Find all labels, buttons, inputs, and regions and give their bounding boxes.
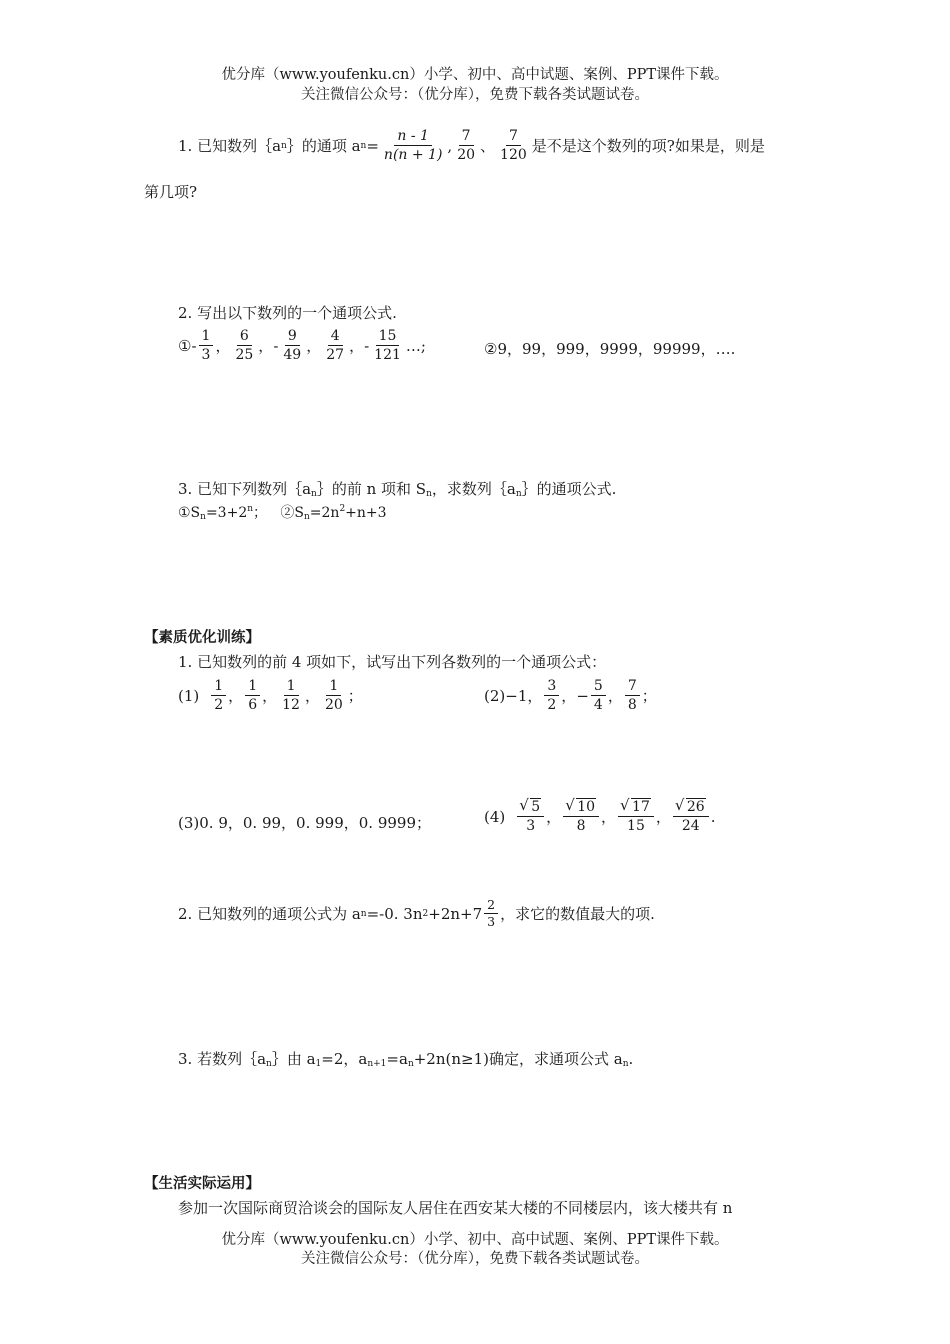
q2-seq1-term-3-den: 27 <box>326 347 345 364</box>
q2-seq1-sign-4: - <box>364 336 370 355</box>
training-q1-part-1 <box>178 678 363 713</box>
q2-seq1-sep-3: ， <box>349 337 365 356</box>
q2-seq1-term-0 <box>199 328 214 363</box>
t1-p1-term-2-num: 1 <box>284 678 299 696</box>
t1-p4-term-1-den: 8 <box>576 818 586 835</box>
q3-p1-sub: n <box>200 512 206 522</box>
t1-p1-term-2-den: 12 <box>282 697 300 714</box>
t1-p2-term-1-num: 5 <box>591 678 606 696</box>
t1-p2-sequence <box>542 678 656 713</box>
t1-p1-term-3 <box>322 678 346 713</box>
q2-seq1-term-4-num: 15 <box>376 328 400 346</box>
t3-sub3: n+1 <box>367 1059 387 1069</box>
t3-sub5: n <box>622 1059 629 1069</box>
q1-sub-2: n <box>360 140 367 151</box>
q1-eq: = <box>366 136 379 155</box>
q1-text: 1. 已知数列｛a <box>178 137 282 156</box>
t3-sub2: 1 <box>315 1059 322 1069</box>
t1-p1-term-1 <box>245 678 260 713</box>
q3-p1-sup: n <box>247 504 254 514</box>
t1-p2-label: (2)−1， <box>484 687 543 706</box>
training-question-1: 1. 已知数列的前 4 项如下，试写出下列各数列的一个通项公式： <box>178 653 607 671</box>
training-question-3 <box>178 1048 633 1069</box>
q3-sub-3: n <box>515 489 522 499</box>
q3-sub-1: n <box>311 489 317 499</box>
t3-sub4: n <box>407 1059 414 1069</box>
q2-seq1-term-0-den: 3 <box>201 347 211 364</box>
t2-frac-num: 2 <box>484 898 498 914</box>
q2-seq1-term-3 <box>323 328 347 363</box>
q3-a: 3. 已知下列数列｛a <box>178 480 312 498</box>
t1-p1-sequence <box>209 678 363 713</box>
t1-p1-sep-1: ， <box>262 687 278 706</box>
t1-p1-term-1-den: 6 <box>248 697 258 714</box>
t1-p4-label: (4) <box>484 807 506 826</box>
t1-p1-sep-3: ； <box>347 687 363 706</box>
q3-c: ，求数列｛a <box>431 480 516 498</box>
t1-p4-term-3-num <box>673 799 709 817</box>
t1-p2-term-2-num: 7 <box>625 678 640 696</box>
q1-comma: , <box>447 136 453 155</box>
q3-p2-sup: 2 <box>339 504 346 514</box>
t2-sub: n <box>360 908 367 919</box>
t2-a: 2. 已知数列的通项公式为 a <box>178 905 361 924</box>
t3-c: =2，a <box>321 1050 368 1068</box>
training-question-2 <box>178 898 655 930</box>
q2-seq1-term-1 <box>232 328 256 363</box>
t1-p4-term-2-sqrt <box>621 799 651 815</box>
q2-seq1-term-2 <box>280 328 304 363</box>
q3-p2-a: ②S <box>280 505 304 521</box>
q3-d: ｝的通项公式. <box>521 480 617 498</box>
q2-seq1-sep-1: ， <box>258 337 274 356</box>
t1-p2-sep-1: ， <box>607 687 623 706</box>
q1-line-2: 第几项? <box>144 183 198 201</box>
t1-p1-term-3-den: 20 <box>324 697 343 714</box>
q3-p2-c: +n+3 <box>345 505 387 521</box>
q2-sequence-1 <box>191 328 426 363</box>
question-3 <box>178 478 616 499</box>
q2-seq1-sign-2: - <box>273 336 279 355</box>
t1-p4-sep-0: ， <box>546 808 562 827</box>
q2-seq1-term-3-num: 4 <box>328 328 343 346</box>
t2-frac-den: 3 <box>487 914 496 930</box>
t1-p2-term-0-num: 3 <box>544 678 559 696</box>
t1-p1-term-1-num: 1 <box>245 678 260 696</box>
t1-p2-term-2 <box>625 678 640 713</box>
t1-p4-sequence <box>515 799 715 834</box>
q3-p1-a: ①S <box>178 505 201 521</box>
t1-p4-term-0 <box>517 799 544 834</box>
q3-p2-b: =2n <box>309 505 340 521</box>
section-title-training: 【素质优化训练】 <box>144 630 260 646</box>
t1-p4-term-3-sqrt <box>676 799 706 815</box>
t2-frac <box>484 898 498 930</box>
t3-a: 3. 若数列｛a <box>178 1050 267 1068</box>
t1-p1-sep-2: ， <box>304 687 320 706</box>
t1-p1-term-0 <box>211 678 226 713</box>
t1-p4-term-0-num <box>517 799 544 817</box>
question-1 <box>178 128 765 163</box>
q1-formula-num: n - 1 <box>394 128 432 146</box>
t1-p4-term-2-num <box>618 799 654 817</box>
q1-sub: n <box>281 140 287 151</box>
t3-f: . <box>628 1050 634 1068</box>
t1-p4-sep-1: ， <box>601 808 617 827</box>
t2-b: =-0. 3n <box>366 904 423 923</box>
header-line-2: 关注微信公众号：（优分库），免费下载各类试题试卷。 <box>301 87 649 103</box>
t1-p2-term-1 <box>591 678 606 713</box>
footer-line-2: 关注微信公众号：（优分库），免费下载各类试题试卷。 <box>301 1251 649 1267</box>
t1-p2-sep-0: ， <box>561 687 577 706</box>
q1-suffix: 是不是这个数列的项?如果是，则是 <box>531 137 765 156</box>
q2-part-1 <box>178 328 426 363</box>
t1-p4-term-3 <box>673 799 709 834</box>
q2-seq1-term-2-num: 9 <box>285 328 300 346</box>
footer-line-1: 优分库（www.youfenku.cn）小学、初中、高中试题、案例、PPT课件下载。 <box>221 1232 729 1248</box>
training-q1-part-2 <box>484 678 657 713</box>
header-line-1: 优分库（www.youfenku.cn）小学、初中、高中试题、案例、PPT课件下载。 <box>221 67 729 83</box>
q2-seq1-term-4 <box>371 328 404 363</box>
section-title-life: 【生活实际运用】 <box>144 1176 260 1192</box>
t1-p4-term-3-den: 24 <box>681 818 700 835</box>
training-q1-part-3: (3)0. 9，0. 99，0. 999，0. 9999； <box>178 814 432 832</box>
q1-sep: 、 <box>480 137 496 156</box>
t1-p1-term-2 <box>279 678 303 713</box>
t1-p4-sep-2: ， <box>655 808 671 827</box>
q3-parts <box>178 502 387 522</box>
t1-p4-sep-3: . <box>710 807 716 826</box>
t1-p4-term-3-radicand: 26 <box>686 799 705 815</box>
t1-p4-term-0-radicand: 5 <box>531 799 541 815</box>
q2-seq1-term-1-den: 25 <box>235 347 254 364</box>
t1-p1-label: (1) <box>178 686 200 705</box>
t1-p4-term-1-radicand: 10 <box>577 799 596 815</box>
t1-p4-term-1 <box>563 799 599 834</box>
t2-sup: 2 <box>422 908 429 919</box>
q3-sub-2: n <box>426 489 432 499</box>
t1-p1-term-3-num: 1 <box>326 678 341 696</box>
t3-d: =a <box>386 1050 408 1068</box>
q2-seq1-sep-4: …; <box>405 336 426 355</box>
q3-b: ｝的前 n 项和 S <box>316 480 427 498</box>
t2-d: ，求它的数值最大的项. <box>500 905 655 924</box>
q1-frac-3 <box>497 128 530 163</box>
t1-p2-term-2-den: 8 <box>627 697 637 714</box>
q2-seq1-term-2-den: 49 <box>283 347 302 364</box>
q2-seq1-sign-0: - <box>191 336 197 355</box>
t1-p4-term-2 <box>618 799 654 834</box>
question-2: 2. 写出以下数列的一个通项公式. <box>178 304 397 322</box>
q1-frac-2-den: 20 <box>457 147 476 164</box>
t1-p2-term-0-den: 2 <box>547 697 557 714</box>
t1-p4-term-1-num <box>563 799 599 817</box>
training-q1-part-4 <box>484 799 715 834</box>
t1-p2-sep-2: ； <box>641 687 657 706</box>
t1-p4-term-2-radicand: 17 <box>632 799 650 815</box>
q1-frac-3-num: 7 <box>506 128 521 146</box>
q3-p2-sub: n <box>303 512 310 522</box>
q1-frac-2-num: 7 <box>459 128 474 146</box>
t1-p4-term-1-sqrt <box>566 799 596 815</box>
t1-p1-term-0-den: 2 <box>214 697 224 714</box>
q3-p1-c: ； <box>253 505 268 521</box>
q1-frac-2 <box>454 128 478 163</box>
q1-formula <box>381 128 446 163</box>
t1-p2-sign-1: − <box>576 686 589 705</box>
q2-part-2: ②9，99，999，9999，99999，…. <box>484 340 736 358</box>
t2-c: +2n+7 <box>428 904 483 923</box>
t3-sub1: n <box>266 1059 272 1069</box>
t1-p1-term-0-num: 1 <box>211 678 226 696</box>
t1-p4-term-2-den: 15 <box>627 818 645 835</box>
q2-part-1-label: ① <box>178 336 192 355</box>
t1-p2-term-0 <box>544 678 559 713</box>
q2-seq1-term-1-num: 6 <box>237 328 252 346</box>
q3-p1-b: =3+2 <box>205 505 248 521</box>
q1-formula-den: n(n + 1) <box>383 147 443 164</box>
t3-b: ｝由 a <box>271 1050 316 1068</box>
q2-seq1-sep-0: ， <box>215 337 231 356</box>
q1-mid: ｝的通项 a <box>286 137 361 156</box>
t1-p1-sep-0: ， <box>228 687 244 706</box>
t1-p4-term-0-den: 3 <box>526 818 536 835</box>
life-problem-text: 参加一次国际商贸洽谈会的国际友人居住在西安某大楼的不同楼层内，该大楼共有 n <box>178 1199 733 1217</box>
q2-seq1-sep-2: ， <box>306 337 322 356</box>
t1-p4-term-0-sqrt <box>520 799 541 815</box>
t3-e: +2n(n≥1)确定，求通项公式 a <box>413 1050 623 1068</box>
q2-seq1-term-4-den: 121 <box>374 347 401 364</box>
q2-seq1-term-0-num: 1 <box>199 328 214 346</box>
q1-frac-3-den: 120 <box>500 147 527 164</box>
t1-p2-term-1-den: 4 <box>593 697 603 714</box>
